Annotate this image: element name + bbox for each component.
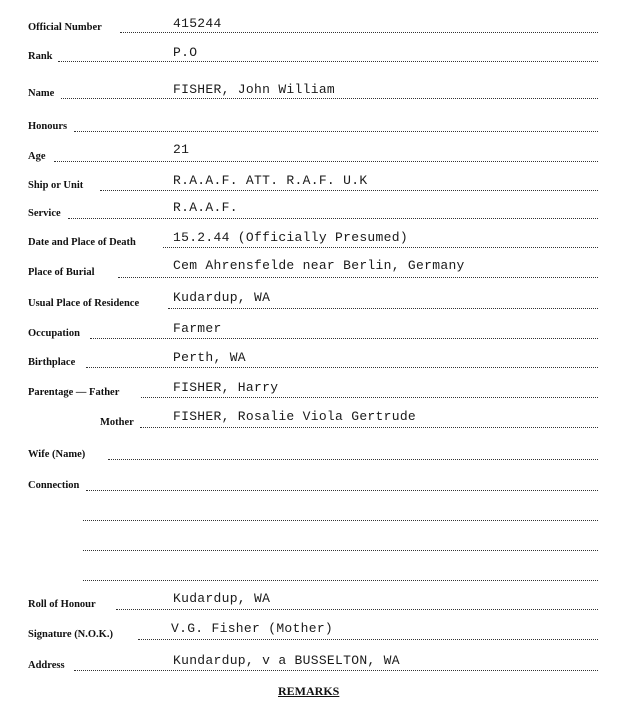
field-parentage-father xyxy=(28,379,598,399)
occupation-value: Farmer xyxy=(173,321,222,336)
usual-place-of-residence-value: Kudardup, WA xyxy=(173,290,271,305)
field-place-of-burial xyxy=(28,259,598,279)
dotted-rule xyxy=(90,338,598,339)
field-parentage-mother xyxy=(28,409,598,429)
dotted-rule xyxy=(86,367,598,368)
field-ship-or-unit xyxy=(28,172,598,192)
field-service xyxy=(28,200,598,220)
dotted-rule xyxy=(86,490,598,491)
ship-or-unit-value: R.A.A.F. ATT. R.A.F. U.K xyxy=(173,173,368,188)
dotted-rule xyxy=(74,670,598,671)
dotted-rule xyxy=(83,520,598,521)
place-of-burial-value: Cem Ahrensfelde near Berlin, Germany xyxy=(173,258,465,273)
parentage-father-label: Parentage — Father xyxy=(28,387,120,398)
signature-nok-label: Signature (N.O.K.) xyxy=(28,629,113,640)
dotted-rule xyxy=(83,550,598,551)
birthplace-value: Perth, WA xyxy=(173,350,246,365)
field-signature-nok xyxy=(28,621,598,641)
field-usual-place-of-residence xyxy=(28,290,598,310)
dotted-rule xyxy=(116,609,598,610)
usual-place-of-residence-label: Usual Place of Residence xyxy=(28,298,140,309)
honours-label: Honours xyxy=(28,121,68,132)
name-value: FISHER, John William xyxy=(173,82,336,97)
connection-continuation-line xyxy=(28,562,598,582)
date-place-of-death-value: 15.2.44 (Officially Presumed) xyxy=(173,230,408,245)
dotted-rule xyxy=(163,247,598,248)
field-rank xyxy=(28,43,598,63)
name-label: Name xyxy=(28,88,55,99)
dotted-rule xyxy=(118,277,598,278)
official-number-label: Official Number xyxy=(28,22,102,33)
wife-name-label: Wife (Name) xyxy=(28,449,86,460)
connection-label: Connection xyxy=(28,480,80,491)
address-value: Kundardup, v a BUSSELTON, WA xyxy=(173,653,400,668)
field-birthplace xyxy=(28,349,598,369)
rank-value: P.O xyxy=(173,45,198,60)
dotted-rule xyxy=(138,639,598,640)
connection-continuation-line xyxy=(28,532,598,552)
dotted-rule xyxy=(168,308,598,309)
roll-of-honour-value: Kudardup, WA xyxy=(173,591,271,606)
roll-of-honour-label: Roll of Honour xyxy=(28,599,96,610)
dotted-rule xyxy=(74,131,598,132)
age-value: 21 xyxy=(173,142,190,157)
dotted-rule xyxy=(108,459,598,460)
service-label: Service xyxy=(28,208,61,219)
connection-continuation-line xyxy=(28,502,598,522)
rank-label: Rank xyxy=(28,51,53,62)
date-place-of-death-label: Date and Place of Death xyxy=(28,237,136,248)
occupation-label: Occupation xyxy=(28,328,80,339)
dotted-rule xyxy=(58,61,598,62)
dotted-rule xyxy=(68,218,598,219)
field-wife-name xyxy=(28,441,598,461)
field-age xyxy=(28,143,598,163)
age-label: Age xyxy=(28,151,46,162)
address-label: Address xyxy=(28,660,65,671)
field-honours xyxy=(28,113,598,133)
field-connection xyxy=(28,472,598,492)
official-number-value: 415244 xyxy=(173,16,222,31)
place-of-burial-label: Place of Burial xyxy=(28,267,95,278)
remarks-heading: REMARKS xyxy=(278,684,340,698)
parentage-father-value: FISHER, Harry xyxy=(173,380,279,395)
dotted-rule xyxy=(120,32,598,33)
dotted-rule xyxy=(83,580,598,581)
dotted-rule xyxy=(140,427,598,428)
parentage-mother-value: FISHER, Rosalie Viola Gertrude xyxy=(173,409,417,424)
dotted-rule xyxy=(61,98,598,99)
ship-or-unit-label: Ship or Unit xyxy=(28,180,84,191)
field-date-place-of-death xyxy=(28,229,598,249)
dotted-rule xyxy=(100,190,598,191)
field-roll-of-honour xyxy=(28,591,598,611)
service-value: R.A.A.F. xyxy=(173,200,238,215)
birthplace-label: Birthplace xyxy=(28,357,76,368)
signature-nok-value: V.G. Fisher (Mother) xyxy=(171,621,334,636)
field-official-number xyxy=(28,14,598,34)
parentage-mother-label: Mother xyxy=(100,417,134,428)
field-name xyxy=(28,80,598,100)
field-occupation xyxy=(28,320,598,340)
field-address xyxy=(28,652,598,672)
dotted-rule xyxy=(141,397,598,398)
dotted-rule xyxy=(54,161,598,162)
